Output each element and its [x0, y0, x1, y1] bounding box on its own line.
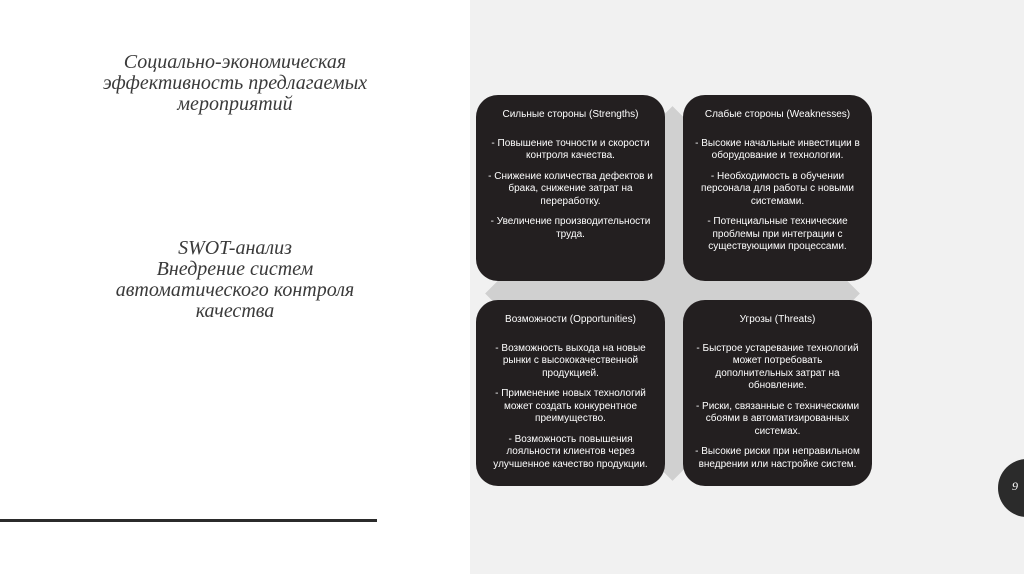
threats-box: [683, 300, 872, 486]
strengths-title: Сильные стороны (Strengths): [502, 109, 639, 120]
threats-item: - Высокие риски при неправильном внедрении или настройке систем.: [695, 446, 860, 470]
weaknesses-item: - Высокие начальные инвестиции в оборудование и технологии.: [695, 137, 860, 161]
strengths-item: - Увеличение производительности труда.: [490, 216, 651, 240]
weaknesses-title: Слабые стороны (Weaknesses): [704, 109, 851, 120]
threats-title: Угрозы (Threats): [739, 314, 816, 325]
opportunities-title: Возможности (Opportunities): [505, 314, 636, 325]
opportunities-item: - Возможность выхода на новые рынки с высококачественной продукцией.: [495, 342, 646, 379]
threats-item: - Риски, связанные с техническими сбоями в автоматизированных системах.: [695, 400, 860, 437]
threats-item: - Быстрое устаревание технологий может потребовать дополнительных затрат на обновление.: [696, 342, 859, 391]
weaknesses-box: [683, 95, 872, 281]
page-number: 9: [1012, 479, 1018, 493]
divider-line: [0, 519, 377, 522]
strengths-box: [476, 95, 665, 281]
opportunities-box: [476, 300, 665, 486]
slide-subtitle: SWOT-анализ Внедрение систем автоматического контроля качества: [115, 237, 355, 322]
opportunities-item: - Применение новых технологий может создать конкурентное преимущество.: [495, 388, 646, 424]
strengths-item: - Повышение точности и скорости контроля качества.: [491, 137, 650, 161]
strengths-item: - Снижение количества дефектов и брака, снижение затрат на переработку.: [488, 170, 653, 207]
opportunities-item: - Возможность повышения лояльности клиентов через улучшенное качество продукции.: [493, 433, 648, 470]
weaknesses-item: - Необходимость в обучении персонала для работы с новыми системами.: [701, 170, 854, 207]
weaknesses-item: - Потенциальные технические проблемы при интеграции с существующими процессами.: [707, 216, 848, 252]
slide-title: Социально-экономическая эффективность предлагаемых мероприятий: [102, 51, 368, 115]
